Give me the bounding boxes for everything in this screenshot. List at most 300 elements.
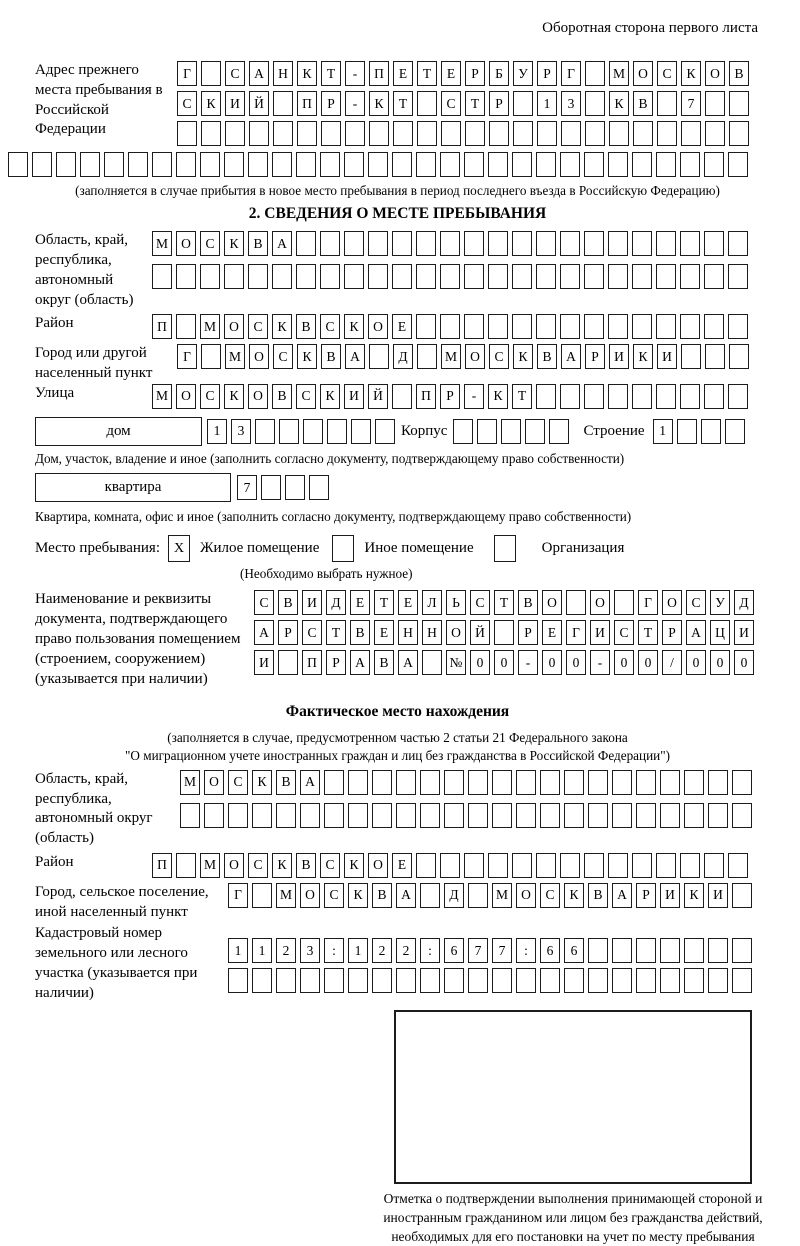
char-cell[interactable]: О <box>633 61 653 86</box>
char-cell[interactable]: М <box>492 883 512 908</box>
char-cell[interactable]: И <box>590 620 610 645</box>
char-cell[interactable]: П <box>152 314 172 339</box>
char-cell[interactable] <box>348 803 368 828</box>
char-cell[interactable] <box>152 152 172 177</box>
char-cell[interactable] <box>525 419 545 444</box>
char-cell[interactable] <box>320 264 340 289</box>
char-cell[interactable] <box>252 968 272 993</box>
char-cell[interactable]: П <box>302 650 322 675</box>
char-cell[interactable] <box>440 264 460 289</box>
char-cell[interactable]: К <box>320 384 340 409</box>
char-cell[interactable]: 0 <box>470 650 490 675</box>
char-cell[interactable] <box>176 853 196 878</box>
char-cell[interactable]: К <box>681 61 701 86</box>
char-cell[interactable]: У <box>513 61 533 86</box>
char-cell[interactable] <box>512 231 532 256</box>
char-cell[interactable] <box>708 770 728 795</box>
char-cell[interactable] <box>56 152 76 177</box>
char-cell[interactable] <box>416 231 436 256</box>
char-cell[interactable]: 3 <box>561 91 581 116</box>
char-cell[interactable]: Т <box>393 91 413 116</box>
char-cell[interactable]: М <box>200 853 220 878</box>
char-cell[interactable] <box>564 770 584 795</box>
char-cell[interactable] <box>492 803 512 828</box>
char-cell[interactable] <box>464 264 484 289</box>
char-cell[interactable] <box>152 264 172 289</box>
char-cell[interactable]: Т <box>494 590 514 615</box>
char-cell[interactable] <box>536 264 556 289</box>
char-cell[interactable] <box>248 152 268 177</box>
char-cell[interactable] <box>200 152 220 177</box>
char-cell[interactable] <box>324 968 344 993</box>
char-cell[interactable] <box>375 419 395 444</box>
char-cell[interactable] <box>612 770 632 795</box>
char-cell[interactable] <box>656 314 676 339</box>
char-cell[interactable]: В <box>272 384 292 409</box>
char-cell[interactable] <box>516 770 536 795</box>
char-cell[interactable] <box>464 314 484 339</box>
char-cell[interactable] <box>516 968 536 993</box>
char-cell[interactable]: П <box>152 853 172 878</box>
char-cell[interactable]: С <box>614 620 634 645</box>
char-cell[interactable] <box>276 803 296 828</box>
char-cell[interactable]: С <box>200 231 220 256</box>
char-cell[interactable] <box>320 231 340 256</box>
char-cell[interactable] <box>272 264 292 289</box>
char-cell[interactable] <box>201 121 221 146</box>
char-cell[interactable]: - <box>345 61 365 86</box>
char-cell[interactable] <box>488 314 508 339</box>
char-cell[interactable] <box>608 384 628 409</box>
char-cell[interactable]: К <box>252 770 272 795</box>
char-cell[interactable]: 1 <box>228 938 248 963</box>
char-cell[interactable]: Р <box>465 61 485 86</box>
char-cell[interactable]: К <box>344 314 364 339</box>
char-cell[interactable]: Р <box>321 91 341 116</box>
char-cell[interactable] <box>249 121 269 146</box>
char-cell[interactable]: - <box>345 91 365 116</box>
char-cell[interactable]: К <box>297 344 317 369</box>
char-cell[interactable]: С <box>320 853 340 878</box>
char-cell[interactable]: М <box>200 314 220 339</box>
char-cell[interactable] <box>632 314 652 339</box>
char-cell[interactable] <box>513 91 533 116</box>
char-cell[interactable] <box>440 314 460 339</box>
char-cell[interactable] <box>708 938 728 963</box>
char-cell[interactable]: - <box>590 650 610 675</box>
char-cell[interactable] <box>585 61 605 86</box>
char-cell[interactable] <box>255 419 275 444</box>
char-cell[interactable]: Р <box>585 344 605 369</box>
char-cell[interactable]: Т <box>321 61 341 86</box>
char-cell[interactable] <box>732 803 752 828</box>
char-cell[interactable]: 3 <box>231 419 251 444</box>
char-cell[interactable]: Г <box>177 61 197 86</box>
char-cell[interactable]: 0 <box>614 650 634 675</box>
char-cell[interactable]: Г <box>228 883 248 908</box>
char-cell[interactable] <box>252 883 272 908</box>
char-cell[interactable] <box>369 344 389 369</box>
char-cell[interactable] <box>464 152 484 177</box>
char-cell[interactable] <box>728 384 748 409</box>
char-cell[interactable] <box>560 853 580 878</box>
char-cell[interactable]: Д <box>393 344 413 369</box>
char-cell[interactable] <box>128 152 148 177</box>
char-cell[interactable]: Е <box>350 590 370 615</box>
char-cell[interactable]: Г <box>638 590 658 615</box>
char-cell[interactable] <box>392 264 412 289</box>
char-cell[interactable] <box>732 938 752 963</box>
char-cell[interactable]: С <box>657 61 677 86</box>
char-cell[interactable] <box>180 803 200 828</box>
char-cell[interactable]: О <box>176 231 196 256</box>
char-cell[interactable]: Д <box>734 590 754 615</box>
char-cell[interactable] <box>417 121 437 146</box>
char-cell[interactable]: К <box>344 853 364 878</box>
char-cell[interactable]: Т <box>374 590 394 615</box>
char-cell[interactable]: О <box>224 853 244 878</box>
char-cell[interactable]: К <box>564 883 584 908</box>
char-cell[interactable]: Т <box>465 91 485 116</box>
char-cell[interactable] <box>420 968 440 993</box>
char-cell[interactable]: 7 <box>237 475 257 500</box>
char-cell[interactable]: Р <box>537 61 557 86</box>
char-cell[interactable] <box>440 231 460 256</box>
char-cell[interactable]: А <box>300 770 320 795</box>
char-cell[interactable]: А <box>561 344 581 369</box>
char-cell[interactable] <box>729 91 749 116</box>
char-cell[interactable]: - <box>464 384 484 409</box>
char-cell[interactable] <box>704 152 724 177</box>
char-cell[interactable]: К <box>224 231 244 256</box>
char-cell[interactable]: О <box>662 590 682 615</box>
house-type-box[interactable]: дом <box>35 417 202 446</box>
char-cell[interactable]: И <box>302 590 322 615</box>
char-cell[interactable] <box>324 770 344 795</box>
char-cell[interactable] <box>444 770 464 795</box>
char-cell[interactable]: Е <box>392 853 412 878</box>
char-cell[interactable] <box>396 968 416 993</box>
char-cell[interactable]: 7 <box>492 938 512 963</box>
char-cell[interactable] <box>392 231 412 256</box>
char-cell[interactable]: У <box>710 590 730 615</box>
char-cell[interactable] <box>728 853 748 878</box>
char-cell[interactable] <box>225 121 245 146</box>
char-cell[interactable] <box>684 938 704 963</box>
char-cell[interactable]: Т <box>326 620 346 645</box>
char-cell[interactable]: М <box>225 344 245 369</box>
char-cell[interactable] <box>477 419 497 444</box>
char-cell[interactable] <box>489 121 509 146</box>
char-cell[interactable] <box>728 231 748 256</box>
char-cell[interactable]: Й <box>368 384 388 409</box>
char-cell[interactable]: Т <box>417 61 437 86</box>
char-cell[interactable] <box>585 121 605 146</box>
char-cell[interactable]: 7 <box>681 91 701 116</box>
char-cell[interactable] <box>177 121 197 146</box>
char-cell[interactable] <box>422 650 442 675</box>
char-cell[interactable]: / <box>662 650 682 675</box>
char-cell[interactable] <box>228 803 248 828</box>
char-cell[interactable]: С <box>302 620 322 645</box>
char-cell[interactable]: А <box>398 650 418 675</box>
char-cell[interactable]: О <box>249 344 269 369</box>
char-cell[interactable] <box>728 314 748 339</box>
char-cell[interactable]: 0 <box>566 650 586 675</box>
char-cell[interactable] <box>369 121 389 146</box>
char-cell[interactable]: К <box>633 344 653 369</box>
char-cell[interactable] <box>512 853 532 878</box>
char-cell[interactable] <box>201 344 221 369</box>
char-cell[interactable]: Р <box>278 620 298 645</box>
char-cell[interactable]: : <box>420 938 440 963</box>
char-cell[interactable] <box>441 121 461 146</box>
char-cell[interactable]: И <box>609 344 629 369</box>
char-cell[interactable] <box>584 264 604 289</box>
char-cell[interactable] <box>728 264 748 289</box>
char-cell[interactable] <box>300 968 320 993</box>
char-cell[interactable]: В <box>350 620 370 645</box>
char-cell[interactable]: В <box>296 853 316 878</box>
char-cell[interactable] <box>417 91 437 116</box>
char-cell[interactable]: М <box>609 61 629 86</box>
char-cell[interactable] <box>272 152 292 177</box>
char-cell[interactable] <box>632 853 652 878</box>
char-cell[interactable]: С <box>470 590 490 615</box>
char-cell[interactable]: О <box>368 853 388 878</box>
char-cell[interactable] <box>372 968 392 993</box>
char-cell[interactable] <box>708 968 728 993</box>
char-cell[interactable]: С <box>177 91 197 116</box>
char-cell[interactable] <box>561 121 581 146</box>
char-cell[interactable]: А <box>350 650 370 675</box>
char-cell[interactable] <box>300 803 320 828</box>
char-cell[interactable] <box>204 803 224 828</box>
char-cell[interactable]: И <box>657 344 677 369</box>
char-cell[interactable] <box>540 968 560 993</box>
char-cell[interactable]: : <box>516 938 536 963</box>
char-cell[interactable]: С <box>686 590 706 615</box>
char-cell[interactable] <box>488 231 508 256</box>
char-cell[interactable]: 2 <box>276 938 296 963</box>
char-cell[interactable] <box>633 121 653 146</box>
char-cell[interactable]: Й <box>470 620 490 645</box>
char-cell[interactable] <box>560 152 580 177</box>
char-cell[interactable] <box>680 314 700 339</box>
char-cell[interactable] <box>228 968 248 993</box>
char-cell[interactable] <box>608 231 628 256</box>
char-cell[interactable]: 0 <box>542 650 562 675</box>
char-cell[interactable] <box>176 264 196 289</box>
char-cell[interactable] <box>680 231 700 256</box>
char-cell[interactable] <box>584 152 604 177</box>
char-cell[interactable] <box>8 152 28 177</box>
char-cell[interactable] <box>273 121 293 146</box>
char-cell[interactable]: А <box>249 61 269 86</box>
char-cell[interactable] <box>681 121 701 146</box>
char-cell[interactable]: Е <box>441 61 461 86</box>
char-cell[interactable]: С <box>200 384 220 409</box>
char-cell[interactable]: В <box>248 231 268 256</box>
char-cell[interactable]: О <box>705 61 725 86</box>
char-cell[interactable] <box>494 620 514 645</box>
char-cell[interactable] <box>276 968 296 993</box>
char-cell[interactable]: В <box>518 590 538 615</box>
checkbox-other-premises[interactable] <box>332 535 354 562</box>
char-cell[interactable]: И <box>344 384 364 409</box>
char-cell[interactable] <box>224 264 244 289</box>
char-cell[interactable] <box>465 121 485 146</box>
char-cell[interactable]: Н <box>422 620 442 645</box>
char-cell[interactable] <box>252 803 272 828</box>
char-cell[interactable] <box>344 264 364 289</box>
char-cell[interactable] <box>729 344 749 369</box>
char-cell[interactable] <box>564 968 584 993</box>
char-cell[interactable]: Е <box>398 590 418 615</box>
char-cell[interactable]: П <box>416 384 436 409</box>
char-cell[interactable] <box>584 314 604 339</box>
char-cell[interactable] <box>608 314 628 339</box>
char-cell[interactable] <box>104 152 124 177</box>
char-cell[interactable]: Н <box>273 61 293 86</box>
char-cell[interactable] <box>701 419 721 444</box>
char-cell[interactable] <box>444 803 464 828</box>
char-cell[interactable]: К <box>201 91 221 116</box>
char-cell[interactable]: С <box>248 853 268 878</box>
char-cell[interactable] <box>201 61 221 86</box>
char-cell[interactable]: К <box>369 91 389 116</box>
char-cell[interactable] <box>636 938 656 963</box>
char-cell[interactable]: 0 <box>638 650 658 675</box>
char-cell[interactable] <box>704 231 724 256</box>
char-cell[interactable]: О <box>465 344 485 369</box>
apartment-type-box[interactable]: квартира <box>35 473 231 502</box>
char-cell[interactable]: К <box>272 853 292 878</box>
char-cell[interactable]: И <box>660 883 680 908</box>
char-cell[interactable] <box>348 770 368 795</box>
char-cell[interactable]: К <box>272 314 292 339</box>
char-cell[interactable] <box>512 152 532 177</box>
char-cell[interactable] <box>488 152 508 177</box>
char-cell[interactable]: О <box>368 314 388 339</box>
char-cell[interactable] <box>80 152 100 177</box>
char-cell[interactable]: Ь <box>446 590 466 615</box>
char-cell[interactable] <box>656 853 676 878</box>
char-cell[interactable]: В <box>372 883 392 908</box>
char-cell[interactable] <box>560 231 580 256</box>
char-cell[interactable] <box>684 968 704 993</box>
char-cell[interactable]: Е <box>393 61 413 86</box>
char-cell[interactable] <box>704 264 724 289</box>
char-cell[interactable] <box>608 264 628 289</box>
char-cell[interactable] <box>488 264 508 289</box>
char-cell[interactable]: 2 <box>396 938 416 963</box>
checkbox-residential[interactable]: X <box>168 535 190 562</box>
char-cell[interactable]: Р <box>440 384 460 409</box>
char-cell[interactable] <box>632 152 652 177</box>
char-cell[interactable] <box>614 590 634 615</box>
char-cell[interactable]: 1 <box>653 419 673 444</box>
char-cell[interactable] <box>732 883 752 908</box>
char-cell[interactable] <box>324 803 344 828</box>
char-cell[interactable] <box>632 231 652 256</box>
char-cell[interactable] <box>344 231 364 256</box>
char-cell[interactable]: О <box>516 883 536 908</box>
char-cell[interactable] <box>348 968 368 993</box>
char-cell[interactable]: О <box>590 590 610 615</box>
char-cell[interactable]: Т <box>638 620 658 645</box>
char-cell[interactable] <box>368 152 388 177</box>
char-cell[interactable] <box>396 803 416 828</box>
char-cell[interactable]: : <box>324 938 344 963</box>
char-cell[interactable]: С <box>225 61 245 86</box>
char-cell[interactable]: Р <box>662 620 682 645</box>
char-cell[interactable] <box>453 419 473 444</box>
char-cell[interactable] <box>540 770 560 795</box>
char-cell[interactable] <box>344 152 364 177</box>
char-cell[interactable]: С <box>296 384 316 409</box>
char-cell[interactable] <box>309 475 329 500</box>
char-cell[interactable]: К <box>684 883 704 908</box>
char-cell[interactable] <box>327 419 347 444</box>
char-cell[interactable] <box>536 231 556 256</box>
char-cell[interactable] <box>273 91 293 116</box>
char-cell[interactable]: А <box>345 344 365 369</box>
char-cell[interactable]: И <box>254 650 274 675</box>
char-cell[interactable]: Й <box>249 91 269 116</box>
char-cell[interactable] <box>296 231 316 256</box>
char-cell[interactable] <box>584 384 604 409</box>
char-cell[interactable] <box>501 419 521 444</box>
char-cell[interactable] <box>513 121 533 146</box>
char-cell[interactable] <box>296 264 316 289</box>
char-cell[interactable]: О <box>204 770 224 795</box>
char-cell[interactable] <box>261 475 281 500</box>
char-cell[interactable] <box>417 344 437 369</box>
char-cell[interactable]: К <box>224 384 244 409</box>
char-cell[interactable]: 2 <box>372 938 392 963</box>
char-cell[interactable] <box>584 853 604 878</box>
char-cell[interactable] <box>549 419 569 444</box>
char-cell[interactable] <box>540 803 560 828</box>
char-cell[interactable] <box>464 853 484 878</box>
char-cell[interactable]: В <box>537 344 557 369</box>
char-cell[interactable] <box>725 419 745 444</box>
char-cell[interactable]: О <box>176 384 196 409</box>
char-cell[interactable] <box>656 152 676 177</box>
char-cell[interactable] <box>560 314 580 339</box>
char-cell[interactable]: К <box>488 384 508 409</box>
char-cell[interactable] <box>468 968 488 993</box>
char-cell[interactable] <box>351 419 371 444</box>
char-cell[interactable] <box>588 770 608 795</box>
char-cell[interactable] <box>660 968 680 993</box>
char-cell[interactable]: О <box>300 883 320 908</box>
char-cell[interactable] <box>585 91 605 116</box>
char-cell[interactable] <box>708 803 728 828</box>
char-cell[interactable] <box>278 650 298 675</box>
char-cell[interactable] <box>420 770 440 795</box>
char-cell[interactable] <box>656 384 676 409</box>
char-cell[interactable]: М <box>276 883 296 908</box>
char-cell[interactable] <box>705 121 725 146</box>
char-cell[interactable]: В <box>296 314 316 339</box>
char-cell[interactable]: М <box>152 231 172 256</box>
char-cell[interactable] <box>660 938 680 963</box>
char-cell[interactable]: 6 <box>564 938 584 963</box>
char-cell[interactable] <box>536 853 556 878</box>
char-cell[interactable]: 7 <box>468 938 488 963</box>
